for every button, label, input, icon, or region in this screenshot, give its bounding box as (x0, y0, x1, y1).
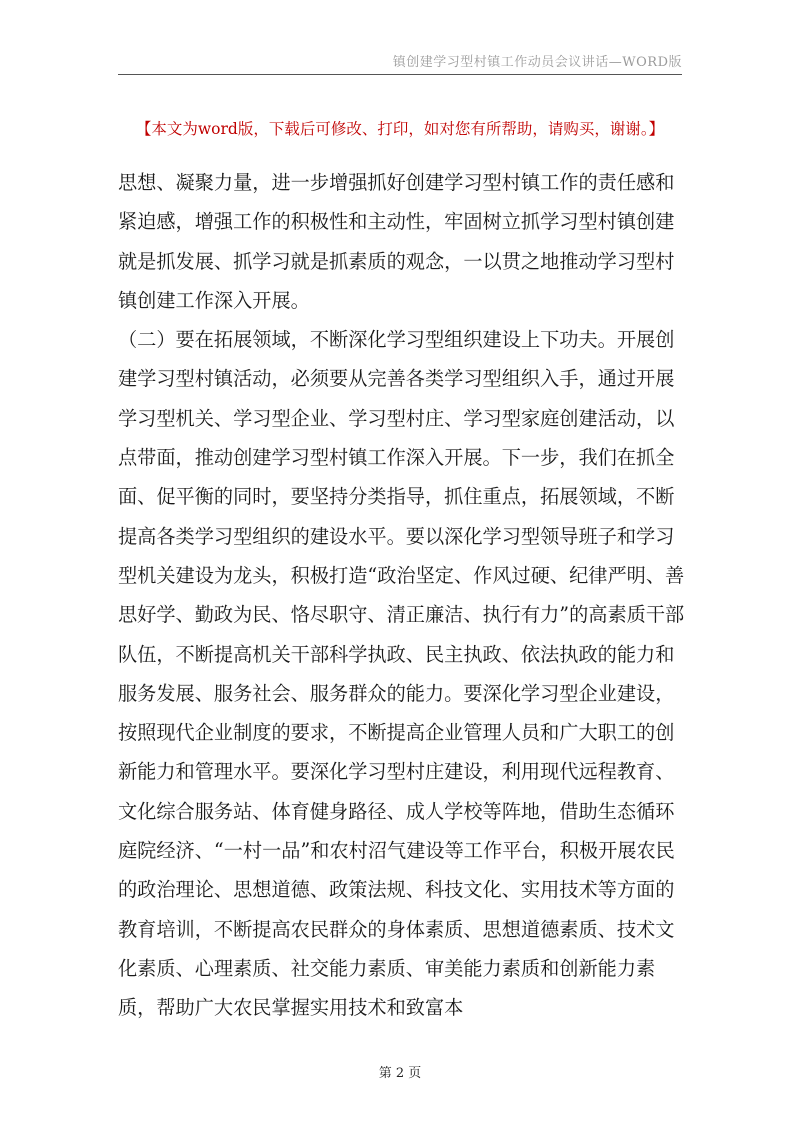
paragraph: 思想、凝聚力量，进一步增强抓好创建学习型村镇工作的责任感和紧迫感，增强工作的积极性和主动性，牢固树立抓学习型村镇创建就是抓发展、抓学习就是抓素质的观念，一以贯之地推动学习型村镇创建工作深入开展。 (118, 171, 675, 312)
download-notice: 【本文为word版，下载后可修改、打印，如对您有所帮助，请购买，谢谢。】 (135, 120, 665, 138)
document-body (118, 163, 688, 1028)
document-header-title: 镇创建学习型村镇工作动员会议讲话—WORD版 (392, 55, 682, 70)
page-number: 第 2 页 (378, 1066, 422, 1081)
header-divider (118, 74, 682, 75)
paragraph: （二）要在拓展领域，不断深化学习型组织建设上下功夫。开展创建学习型村镇活动，必须要从完善各类学习型组织入手，通过开展学习型机关、学习型企业、学习型村庄、学习型家庭创建活动，以点带面，推动创建学习型村镇工作深入开展。下一步，我们在抓全面、促平衡的同时，要坚持分类指导，抓住重点，拓展领域，不断提高各类学习型组织的建设水平。要以深化学习型领导班子和学习型机关建设为龙头，积极打造“政治坚定、作风过硬、纪律严明、善思好学、勤政为民、恪尽职守、清正廉洁、执行有力”的高素质干部队伍，不断提高机关干部科学执政、民主执政、依法执政的能力和服务发展、服务社会、服务群众的能力。要深化学习型企业建设，按照现代企业制度的要求，不断提高企业管理人员和广大职工的创新能力和管理水平。要深化学习型村庄建设，利用现代远程教育、文化综合服务站、体育健身路径、成人学校等阵地，借助生态循环庭院经济、“一村一品”和农村沼气建设等工作平台，积极开展农民的政治理论、思想道德、政策法规、科技文化、实用技术等方面的教育培训，不断提高农民群众的身体素质、思想道德素质、技术文化素质、心理素质、社交能力素质、审美能力素质和创新能力素质，帮助广大农民掌握实用技术和致富本 (118, 328, 685, 1020)
